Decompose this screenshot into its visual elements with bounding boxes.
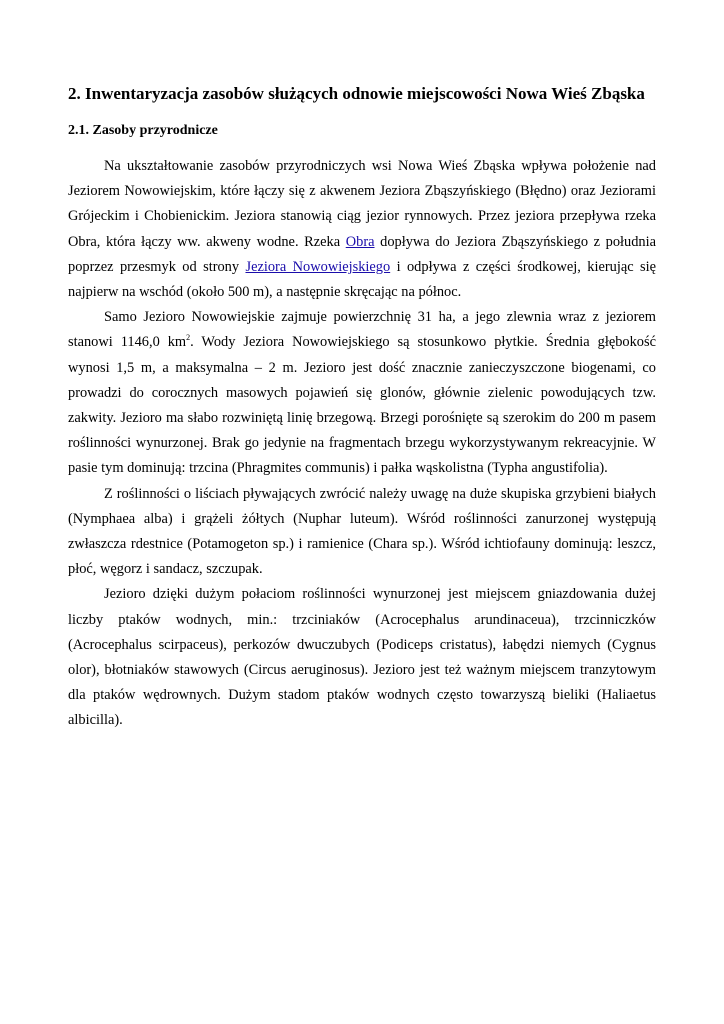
jezioro-nowowiejskie-link[interactable]: Jeziora Nowowiejskiego	[245, 258, 391, 275]
paragraph-1-text-b: dopływa do Jeziora Zbąszyńskiego z południa poprzez przesmyk od strony	[68, 233, 656, 275]
paragraph-1-text-a: Na ukształtowanie zasobów przyrodniczych wsi Nowa Wieś Zbąska wpływa położenie nad Jeziorem Nowowiejskim, które łączy się z akwenem Jeziora Zbąszyńskiego (Błędno) oraz Jeziorami Grójeckim i Chobienickim. Jeziora stanowią ciąg jezior rynnowych. Przez jeziora przepływa rzeka Obra, która łączy ww. akweny wodne. Rzeka	[68, 158, 656, 250]
subsection-title: 2.1. Zasoby przyrodnicze	[68, 123, 218, 138]
superscript-2: 2	[186, 333, 191, 343]
paragraph-1-text-c: i odpływa z części środkowej, kierując się najpierw na wschód (około 500 m), a następnie skręcając na północ.	[68, 258, 656, 301]
document-content	[68, 84, 656, 734]
section-title: 2. Inwentaryzacja zasobów służących odnowie miejscowości Nowa Wieś Zbąska	[68, 84, 645, 103]
paragraph-2-text-a: Samo Jezioro Nowowiejskie zajmuje powierzchnię 31 ha, a jego zlewnia wraz z jeziorem stanowi 1146,0 km	[68, 309, 656, 351]
paragraph-2	[68, 305, 656, 481]
paragraph-1	[68, 154, 656, 305]
paragraph-3: Z roślinności o liściach pływających zwrócić należy uwagę na duże skupiska grzybieni białych (Nymphaea alba) i grążeli żółtych (Nuphar luteum). Wśród roślinności zanurzonej występują zwłaszcza rdestnice (Potamogeton sp.) i ramienice (Chara sp.). Wśród ichtiofauny dominują: leszcz, płoć, węgorz i sandacz, szczupak.	[68, 485, 656, 578]
paragraph-2-text-b: . Wody Jeziora Nowowiejskiego są stosunkowo płytkie. Średnia głębokość wynosi 1,5 m, a maksymalna – 2 m. Jezioro jest dość znacznie zanieczyszczone biogenami, co prowadzi do corocznych masowych pojawień się glonów, głównie zielenic powodujących tzw. zakwity. Jezioro ma słabo rozwiniętą linię brzegową. Brzegi porośnięte są szerokim do 200 m pasem roślinności wynurzonej. Brak go jedynie na fragmentach brzegu wykorzystywanym rekreacyjnie. W pasie tym dominują: trzcina (Phragmites communis) i pałka wąskolistna (Typha angustifolia).	[68, 334, 656, 477]
obra-link[interactable]: Obra	[345, 233, 375, 250]
paragraph-4: Jezioro dzięki dużym połaciom roślinności wynurzonej jest miejscem gniazdowania dużej liczby ptaków wodnych, min.: trzciniaków (Acrocephalus arundinaceua), trzcinniczków (Acrocephalus scirpaceus), perkozów dwuczubych (Podiceps cristatus), łabędzi niemych (Cygnus olor), błotniaków stawowych (Circus aeruginosus). Jezioro jest też ważnym miejscem tranzytowym dla ptaków wędrownych. Dużym stadom ptaków wodnych często towarzyszą bieliki (Haliaetus albicilla).	[68, 586, 656, 729]
